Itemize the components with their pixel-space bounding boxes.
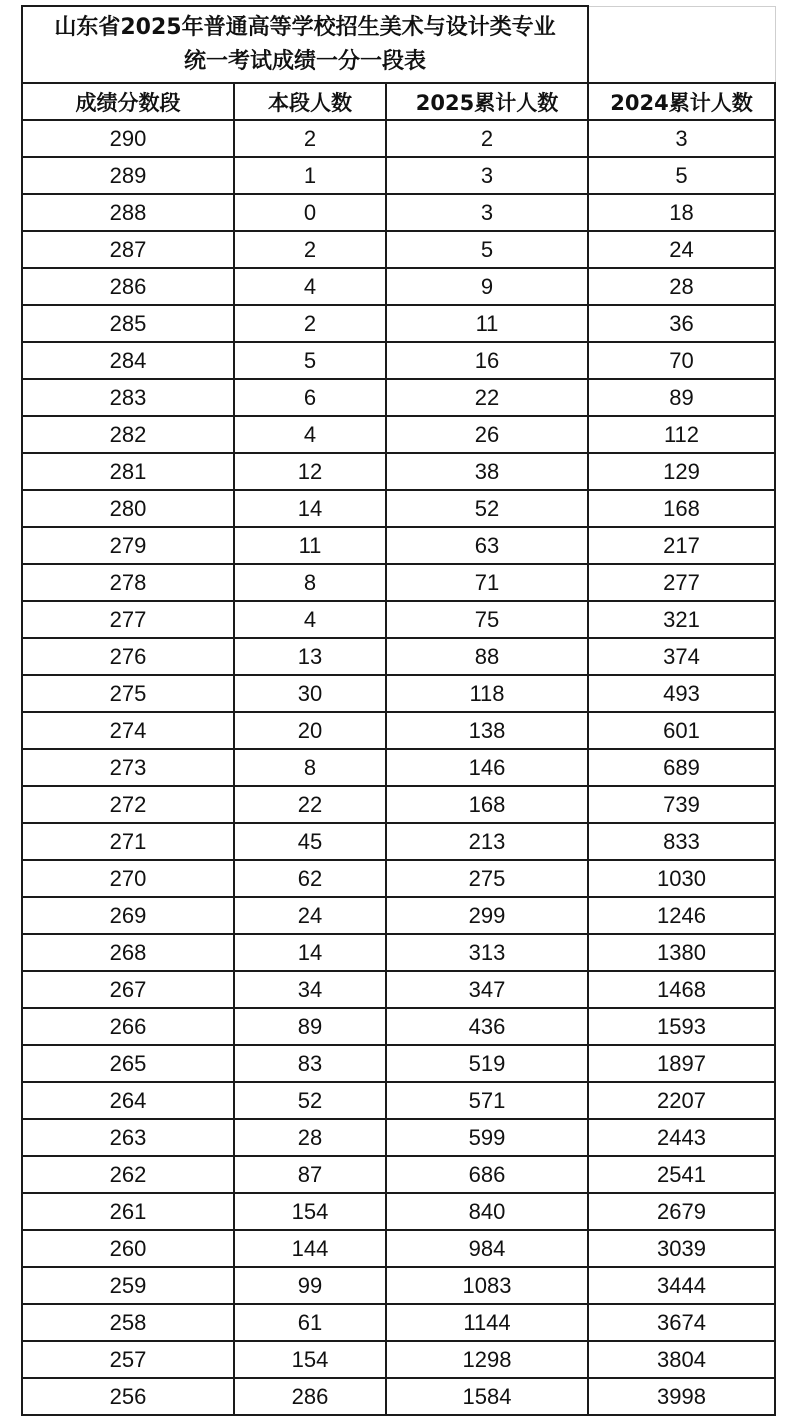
score-cell: 266 bbox=[22, 1008, 234, 1045]
table-row bbox=[22, 564, 775, 601]
cumulative-2024-cell: 1030 bbox=[588, 860, 775, 897]
cumulative-2024-cell: 36 bbox=[588, 305, 775, 342]
cumulative-2025-cell: 571 bbox=[386, 1082, 588, 1119]
cumulative-2024-cell: 1468 bbox=[588, 971, 775, 1008]
cumulative-2024-cell: 89 bbox=[588, 379, 775, 416]
cumulative-2025-cell: 1144 bbox=[386, 1304, 588, 1341]
table-row bbox=[22, 1341, 775, 1378]
segment-count-cell: 20 bbox=[234, 712, 386, 749]
cumulative-2025-cell: 26 bbox=[386, 416, 588, 453]
cumulative-2025-cell: 9 bbox=[386, 268, 588, 305]
cumulative-2024-cell: 168 bbox=[588, 490, 775, 527]
table-row bbox=[22, 786, 775, 823]
score-cell: 278 bbox=[22, 564, 234, 601]
table-row bbox=[22, 157, 775, 194]
cumulative-2025-cell: 519 bbox=[386, 1045, 588, 1082]
table-row bbox=[22, 379, 775, 416]
table-row bbox=[22, 1008, 775, 1045]
score-cell: 265 bbox=[22, 1045, 234, 1082]
score-cell: 281 bbox=[22, 453, 234, 490]
cumulative-2025-cell: 16 bbox=[386, 342, 588, 379]
segment-count-cell: 34 bbox=[234, 971, 386, 1008]
cumulative-2024-cell: 2207 bbox=[588, 1082, 775, 1119]
table-row bbox=[22, 527, 775, 564]
table-row bbox=[22, 1378, 775, 1415]
table-row bbox=[22, 1045, 775, 1082]
cumulative-2024-cell: 374 bbox=[588, 638, 775, 675]
cumulative-2024-cell: 1246 bbox=[588, 897, 775, 934]
score-cell: 286 bbox=[22, 268, 234, 305]
table-row bbox=[22, 1119, 775, 1156]
segment-count-cell: 28 bbox=[234, 1119, 386, 1156]
segment-count-cell: 2 bbox=[234, 231, 386, 268]
cumulative-2024-cell: 321 bbox=[588, 601, 775, 638]
cumulative-2024-cell: 3039 bbox=[588, 1230, 775, 1267]
cumulative-2025-cell: 599 bbox=[386, 1119, 588, 1156]
table-row bbox=[22, 1193, 775, 1230]
table-row bbox=[22, 897, 775, 934]
segment-count-cell: 61 bbox=[234, 1304, 386, 1341]
segment-count-cell: 24 bbox=[234, 897, 386, 934]
score-cell: 283 bbox=[22, 379, 234, 416]
segment-count-cell: 4 bbox=[234, 268, 386, 305]
cumulative-2025-cell: 2 bbox=[386, 120, 588, 157]
table-row bbox=[22, 268, 775, 305]
table-row bbox=[22, 1267, 775, 1304]
header-segment-count: 本段人数 bbox=[234, 83, 386, 120]
score-cell: 290 bbox=[22, 120, 234, 157]
segment-count-cell: 14 bbox=[234, 490, 386, 527]
score-distribution-sheet bbox=[21, 5, 776, 1416]
segment-count-cell: 154 bbox=[234, 1341, 386, 1378]
cumulative-2024-cell: 1897 bbox=[588, 1045, 775, 1082]
table-row bbox=[22, 1082, 775, 1119]
cumulative-2024-cell: 2679 bbox=[588, 1193, 775, 1230]
score-table bbox=[21, 5, 776, 1416]
cumulative-2024-cell: 18 bbox=[588, 194, 775, 231]
segment-count-cell: 89 bbox=[234, 1008, 386, 1045]
cumulative-2024-cell: 1380 bbox=[588, 934, 775, 971]
segment-count-cell: 30 bbox=[234, 675, 386, 712]
table-row bbox=[22, 823, 775, 860]
cumulative-2025-cell: 347 bbox=[386, 971, 588, 1008]
cumulative-2025-cell: 63 bbox=[386, 527, 588, 564]
cumulative-2025-cell: 146 bbox=[386, 749, 588, 786]
cumulative-2025-cell: 1584 bbox=[386, 1378, 588, 1415]
cumulative-2024-cell: 5 bbox=[588, 157, 775, 194]
score-cell: 279 bbox=[22, 527, 234, 564]
segment-count-cell: 144 bbox=[234, 1230, 386, 1267]
score-cell: 270 bbox=[22, 860, 234, 897]
cumulative-2024-cell: 2443 bbox=[588, 1119, 775, 1156]
score-cell: 269 bbox=[22, 897, 234, 934]
cumulative-2024-cell: 112 bbox=[588, 416, 775, 453]
segment-count-cell: 87 bbox=[234, 1156, 386, 1193]
score-cell: 262 bbox=[22, 1156, 234, 1193]
table-title bbox=[22, 6, 588, 83]
title-blank-cell bbox=[588, 6, 775, 83]
segment-count-cell: 62 bbox=[234, 860, 386, 897]
segment-count-cell: 14 bbox=[234, 934, 386, 971]
header-row bbox=[22, 83, 775, 120]
cumulative-2024-cell: 3804 bbox=[588, 1341, 775, 1378]
cumulative-2024-cell: 277 bbox=[588, 564, 775, 601]
cumulative-2025-cell: 3 bbox=[386, 157, 588, 194]
segment-count-cell: 12 bbox=[234, 453, 386, 490]
score-cell: 258 bbox=[22, 1304, 234, 1341]
segment-count-cell: 1 bbox=[234, 157, 386, 194]
table-row bbox=[22, 675, 775, 712]
segment-count-cell: 8 bbox=[234, 749, 386, 786]
table-row bbox=[22, 231, 775, 268]
cumulative-2024-cell: 601 bbox=[588, 712, 775, 749]
score-cell: 267 bbox=[22, 971, 234, 1008]
segment-count-cell: 8 bbox=[234, 564, 386, 601]
table-row bbox=[22, 601, 775, 638]
cumulative-2025-cell: 38 bbox=[386, 453, 588, 490]
cumulative-2025-cell: 275 bbox=[386, 860, 588, 897]
table-row bbox=[22, 934, 775, 971]
segment-count-cell: 286 bbox=[234, 1378, 386, 1415]
segment-count-cell: 5 bbox=[234, 342, 386, 379]
cumulative-2025-cell: 840 bbox=[386, 1193, 588, 1230]
cumulative-2025-cell: 88 bbox=[386, 638, 588, 675]
segment-count-cell: 6 bbox=[234, 379, 386, 416]
cumulative-2024-cell: 129 bbox=[588, 453, 775, 490]
cumulative-2025-cell: 313 bbox=[386, 934, 588, 971]
score-cell: 276 bbox=[22, 638, 234, 675]
cumulative-2024-cell: 24 bbox=[588, 231, 775, 268]
segment-count-cell: 22 bbox=[234, 786, 386, 823]
score-cell: 274 bbox=[22, 712, 234, 749]
score-cell: 289 bbox=[22, 157, 234, 194]
score-cell: 273 bbox=[22, 749, 234, 786]
score-cell: 264 bbox=[22, 1082, 234, 1119]
table-row bbox=[22, 860, 775, 897]
segment-count-cell: 2 bbox=[234, 120, 386, 157]
cumulative-2024-cell: 2541 bbox=[588, 1156, 775, 1193]
cumulative-2025-cell: 5 bbox=[386, 231, 588, 268]
table-row bbox=[22, 1230, 775, 1267]
cumulative-2024-cell: 28 bbox=[588, 268, 775, 305]
table-row bbox=[22, 712, 775, 749]
segment-count-cell: 99 bbox=[234, 1267, 386, 1304]
cumulative-2025-cell: 984 bbox=[386, 1230, 588, 1267]
cumulative-2024-cell: 833 bbox=[588, 823, 775, 860]
table-row bbox=[22, 453, 775, 490]
segment-count-cell: 45 bbox=[234, 823, 386, 860]
segment-count-cell: 52 bbox=[234, 1082, 386, 1119]
score-cell: 282 bbox=[22, 416, 234, 453]
score-cell: 260 bbox=[22, 1230, 234, 1267]
cumulative-2025-cell: 436 bbox=[386, 1008, 588, 1045]
cumulative-2025-cell: 11 bbox=[386, 305, 588, 342]
score-cell: 261 bbox=[22, 1193, 234, 1230]
table-row bbox=[22, 194, 775, 231]
segment-count-cell: 83 bbox=[234, 1045, 386, 1082]
table-row bbox=[22, 416, 775, 453]
cumulative-2025-cell: 52 bbox=[386, 490, 588, 527]
header-cumulative-2025: 2025累计人数 bbox=[386, 83, 588, 120]
table-row bbox=[22, 749, 775, 786]
segment-count-cell: 4 bbox=[234, 416, 386, 453]
cumulative-2024-cell: 3444 bbox=[588, 1267, 775, 1304]
score-cell: 256 bbox=[22, 1378, 234, 1415]
score-cell: 288 bbox=[22, 194, 234, 231]
table-row bbox=[22, 1156, 775, 1193]
table-row bbox=[22, 342, 775, 379]
cumulative-2025-cell: 71 bbox=[386, 564, 588, 601]
cumulative-2024-cell: 739 bbox=[588, 786, 775, 823]
segment-count-cell: 0 bbox=[234, 194, 386, 231]
segment-count-cell: 11 bbox=[234, 527, 386, 564]
score-cell: 263 bbox=[22, 1119, 234, 1156]
cumulative-2025-cell: 3 bbox=[386, 194, 588, 231]
segment-count-cell: 2 bbox=[234, 305, 386, 342]
cumulative-2025-cell: 1083 bbox=[386, 1267, 588, 1304]
table-row bbox=[22, 1304, 775, 1341]
score-cell: 259 bbox=[22, 1267, 234, 1304]
table-row bbox=[22, 490, 775, 527]
cumulative-2025-cell: 686 bbox=[386, 1156, 588, 1193]
score-cell: 280 bbox=[22, 490, 234, 527]
cumulative-2025-cell: 299 bbox=[386, 897, 588, 934]
score-cell: 257 bbox=[22, 1341, 234, 1378]
cumulative-2025-cell: 1298 bbox=[386, 1341, 588, 1378]
segment-count-cell: 154 bbox=[234, 1193, 386, 1230]
cumulative-2024-cell: 217 bbox=[588, 527, 775, 564]
cumulative-2024-cell: 3674 bbox=[588, 1304, 775, 1341]
cumulative-2024-cell: 3998 bbox=[588, 1378, 775, 1415]
cumulative-2025-cell: 22 bbox=[386, 379, 588, 416]
header-cumulative-2024: 2024累计人数 bbox=[588, 83, 775, 120]
score-cell: 268 bbox=[22, 934, 234, 971]
cumulative-2025-cell: 168 bbox=[386, 786, 588, 823]
cumulative-2024-cell: 689 bbox=[588, 749, 775, 786]
score-cell: 287 bbox=[22, 231, 234, 268]
cumulative-2024-cell: 1593 bbox=[588, 1008, 775, 1045]
header-score-range: 成绩分数段 bbox=[22, 83, 234, 120]
table-row bbox=[22, 305, 775, 342]
cumulative-2025-cell: 213 bbox=[386, 823, 588, 860]
score-cell: 285 bbox=[22, 305, 234, 342]
cumulative-2024-cell: 3 bbox=[588, 120, 775, 157]
segment-count-cell: 13 bbox=[234, 638, 386, 675]
segment-count-cell: 4 bbox=[234, 601, 386, 638]
title-row bbox=[22, 6, 775, 83]
score-cell: 271 bbox=[22, 823, 234, 860]
score-cell: 284 bbox=[22, 342, 234, 379]
table-title-line-2: 统一考试成绩一分一段表 bbox=[183, 48, 426, 74]
cumulative-2024-cell: 493 bbox=[588, 675, 775, 712]
score-cell: 277 bbox=[22, 601, 234, 638]
table-row bbox=[22, 971, 775, 1008]
table-row bbox=[22, 638, 775, 675]
cumulative-2025-cell: 118 bbox=[386, 675, 588, 712]
table-title-line-1: 山东省2025年普通高等学校招生美术与设计类专业 bbox=[54, 14, 556, 40]
table-row bbox=[22, 120, 775, 157]
cumulative-2025-cell: 138 bbox=[386, 712, 588, 749]
cumulative-2025-cell: 75 bbox=[386, 601, 588, 638]
cumulative-2024-cell: 70 bbox=[588, 342, 775, 379]
score-cell: 272 bbox=[22, 786, 234, 823]
score-cell: 275 bbox=[22, 675, 234, 712]
